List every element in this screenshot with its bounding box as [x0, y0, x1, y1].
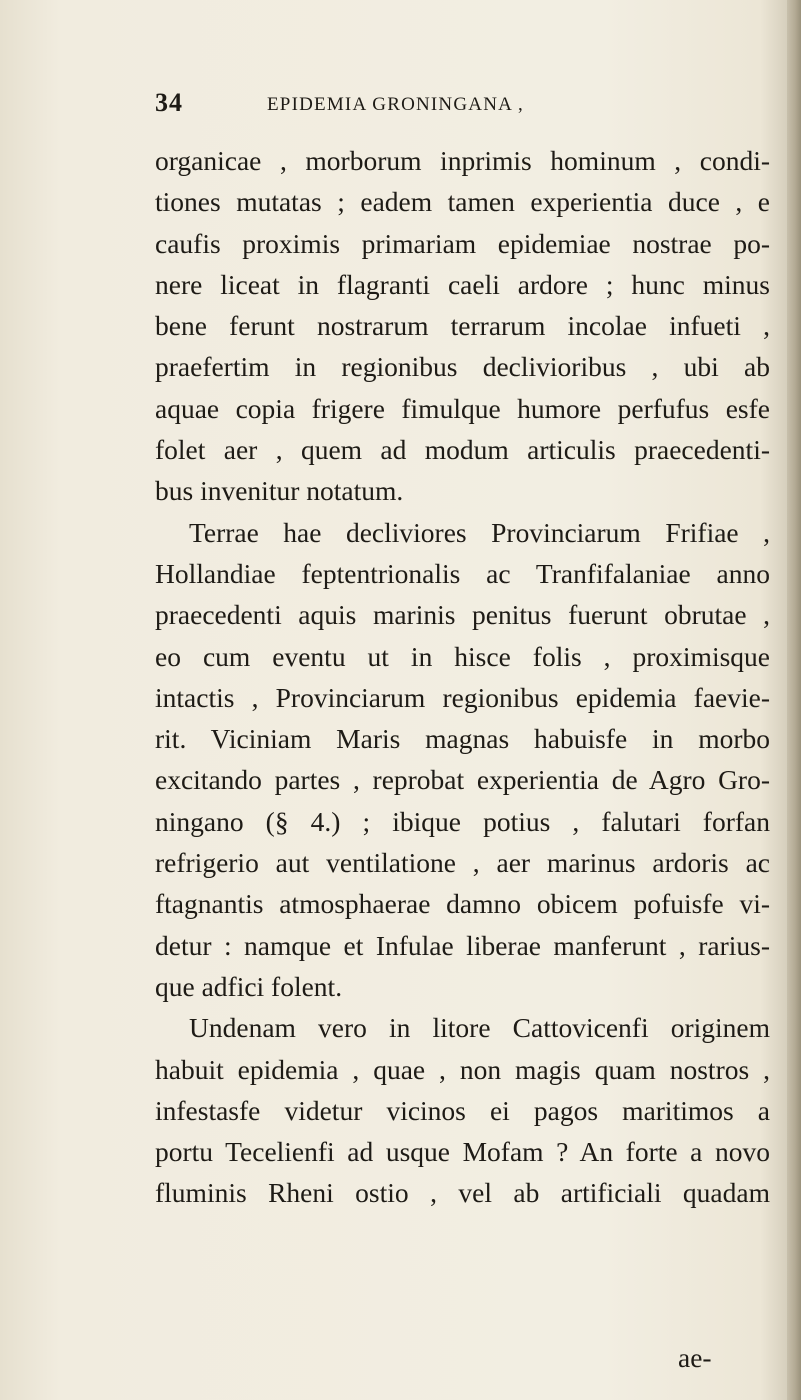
text-line: portu Tecelienfi ad usque Mofam ? An forte a novo: [155, 1136, 770, 1168]
text-line: bus invenitur notatum.: [155, 475, 404, 507]
text-line: folet aer , quem ad modum articulis praecedenti-: [155, 434, 770, 466]
text-line: que adfici folent.: [155, 970, 343, 1002]
text-line: Terrae hae decliviores Provinciarum Frifiae ,: [189, 516, 770, 548]
catchword: ae-: [678, 1342, 712, 1373]
text-line: eo cum eventu ut in hisce folis , proximisque: [155, 640, 770, 672]
page-number: 34: [155, 88, 183, 117]
text-line: aquae copia frigere fimulque humore perfufus esfe: [155, 392, 770, 424]
text-line: intactis , Provinciarum regionibus epidemia faevie-: [155, 681, 770, 713]
text-line: fluminis Rheni ostio , vel ab artificiali quadam: [155, 1177, 770, 1209]
text-line: detur : namque et Infulae liberae manferunt , rarius-: [155, 929, 770, 961]
text-line: nere liceat in flagranti caeli ardore ; hunc minus: [155, 268, 770, 300]
text-line: praecedenti aquis marinis penitus fuerunt obrutae ,: [155, 599, 770, 631]
text-line: tiones mutatas ; eadem tamen experientia duce , e: [155, 186, 770, 218]
body-text: [155, 140, 770, 1214]
text-line: habuit epidemia , quae , non magis quam nostros ,: [155, 1053, 770, 1085]
text-line: infestasfe videtur vicinos ei pagos maritimos a: [155, 1094, 770, 1126]
running-head: [155, 88, 715, 128]
page-gutter: [787, 0, 801, 1400]
text-line: excitando partes , reprobat experientia de Agro Gro-: [155, 764, 770, 796]
text-line: Undenam vero in litore Cattovicenfi originem: [189, 1012, 770, 1044]
text-line: ftagnantis atmosphaerae damno obicem pofuisfe vi-: [155, 888, 770, 920]
text-line: bene ferunt nostrarum terrarum incolae infueti ,: [155, 310, 770, 342]
text-line: rit. Viciniam Maris magnas habuisfe in morbo: [155, 723, 770, 755]
running-title: EPIDEMIA GRONINGANA ,: [267, 94, 524, 115]
text-line: refrigerio aut ventilatione , aer marinus ardoris ac: [155, 847, 770, 879]
text-line: praefertim in regionibus declivioribus , ubi ab: [155, 351, 770, 383]
text-line: ningano (§ 4.) ; ibique potius , falutari forfan: [155, 805, 770, 837]
text-line: Hollandiae feptentrionalis ac Tranfifalaniae anno: [155, 557, 770, 589]
text-line: organicae , morborum inprimis hominum , condi-: [155, 145, 770, 176]
text-line: caufis proximis primariam epidemiae nostrae po-: [155, 227, 770, 259]
